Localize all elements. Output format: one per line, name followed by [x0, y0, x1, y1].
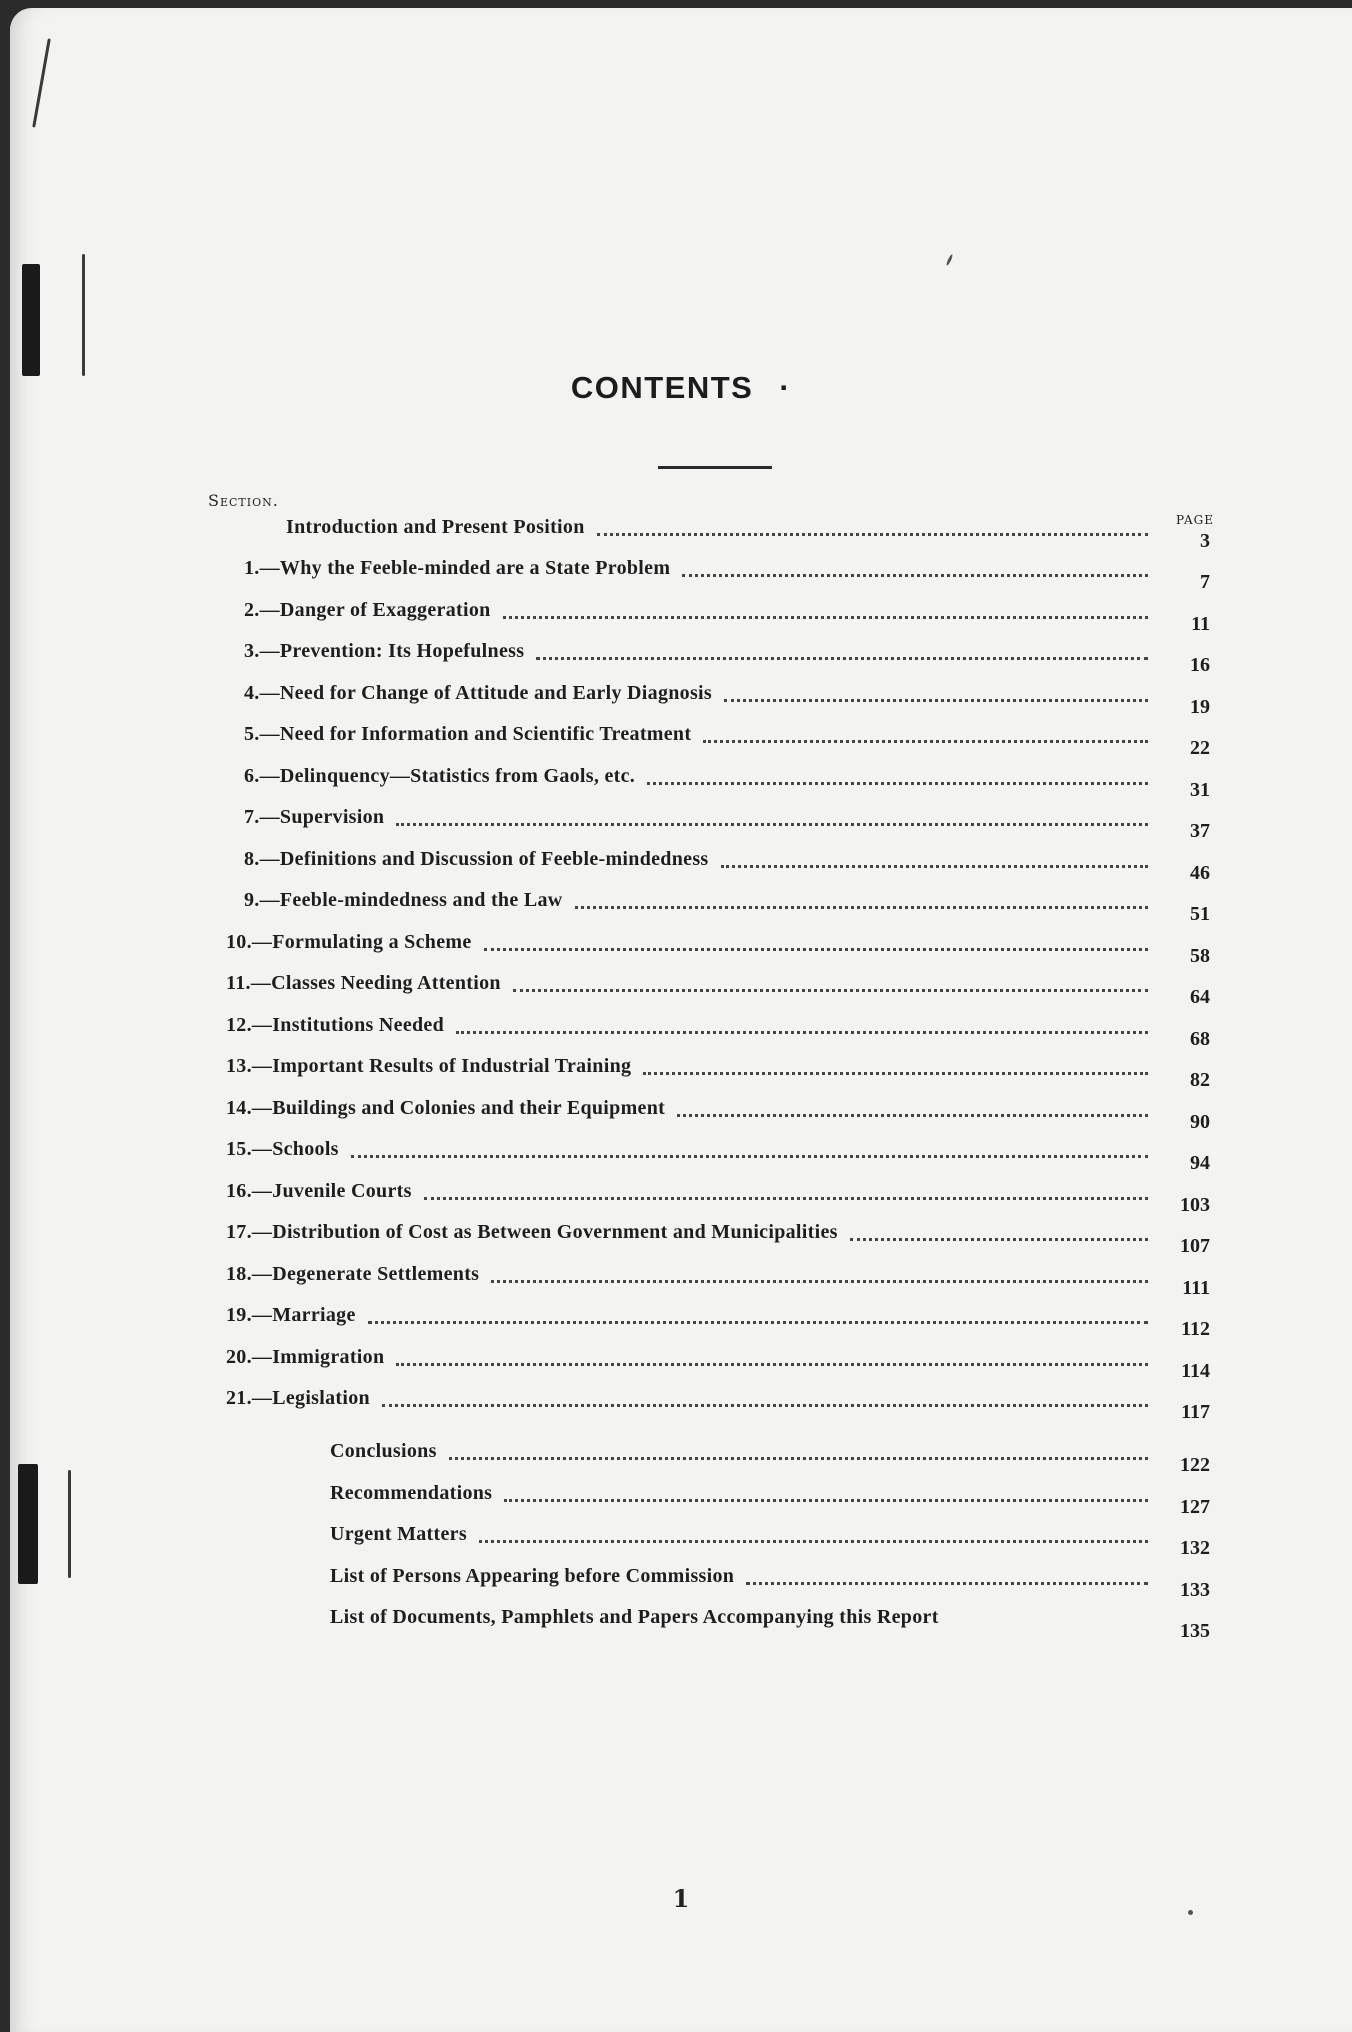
toc-entry-page: 133 [1180, 1579, 1210, 1601]
document-page [10, 8, 1352, 2032]
toc-entry-label: 14.—Buildings and Colonies and their Equipment [226, 1097, 666, 1119]
dot-leader [597, 519, 1148, 536]
page-number: 1 [672, 1884, 690, 1913]
toc-entry-page: 117 [1181, 1401, 1210, 1423]
toc-entry [244, 723, 1210, 759]
dot-leader [351, 1141, 1148, 1158]
toc-entry-page: 58 [1190, 945, 1210, 967]
dot-leader [504, 1485, 1148, 1502]
page-column-header: PAGE [1176, 513, 1214, 527]
toc-entry-page: 3 [1200, 530, 1210, 552]
toc-entry-page: 111 [1182, 1277, 1210, 1299]
dot-leader [396, 1349, 1148, 1366]
dot-leader [721, 851, 1149, 868]
toc-entry [330, 1606, 1210, 1642]
toc-entry-page: 90 [1190, 1111, 1210, 1133]
toc-entry [330, 1565, 1210, 1601]
toc-entry [330, 1482, 1210, 1518]
toc-entry-page: 19 [1190, 696, 1210, 718]
toc-entry-label: 4.—Need for Change of Attitude and Early Diagnosis [244, 682, 712, 704]
toc-entry-label: 2.—Danger of Exaggeration [244, 599, 491, 621]
dot-leader [396, 809, 1148, 826]
toc-entry-label: 11.—Classes Needing Attention [226, 972, 501, 994]
toc-entry-page: 122 [1180, 1454, 1210, 1476]
toc-entry [286, 516, 1210, 552]
dot-leader [850, 1224, 1148, 1241]
toc-entry-label: 16.—Juvenile Courts [226, 1180, 412, 1202]
toc-entry-label: 17.—Distribution of Cost as Between Government and Municipalities [226, 1221, 838, 1243]
toc-entry-page: 51 [1190, 903, 1210, 925]
dot-leader [424, 1183, 1148, 1200]
toc-entry-page: 107 [1180, 1235, 1210, 1257]
toc-entry-label: 19.—Marriage [226, 1304, 356, 1326]
toc-entry-page: 94 [1190, 1152, 1210, 1174]
dot-leader [682, 560, 1148, 577]
toc-entry [244, 640, 1210, 676]
dot-leader [456, 1017, 1148, 1034]
toc-entry-label: Urgent Matters [330, 1523, 467, 1545]
toc-entry [226, 1387, 1210, 1423]
toc-entry [226, 931, 1210, 967]
title-mark: · [779, 370, 792, 405]
toc-entry-page: 31 [1190, 779, 1210, 801]
dot-leader [724, 685, 1148, 702]
dot-leader [503, 602, 1148, 619]
toc-entry-page: 7 [1200, 571, 1210, 593]
toc-entry [226, 1346, 1210, 1382]
toc-entry-page: 46 [1190, 862, 1210, 884]
dot-leader [536, 643, 1148, 660]
dot-leader [647, 768, 1148, 785]
dot-leader [575, 892, 1148, 909]
toc-entry-label: Conclusions [330, 1440, 437, 1462]
dot-leader [491, 1266, 1148, 1283]
table-of-contents [10, 8, 1352, 2032]
toc-entry-label: 10.—Formulating a Scheme [226, 931, 472, 953]
dot-leader [479, 1526, 1148, 1543]
toc-entry-label: 9.—Feeble-mindedness and the Law [244, 889, 563, 911]
toc-entry-page: 68 [1190, 1028, 1210, 1050]
dot-leader [677, 1100, 1148, 1117]
toc-entry [226, 1263, 1210, 1299]
toc-entry-label: 12.—Institutions Needed [226, 1014, 445, 1036]
dot-leader [643, 1058, 1148, 1075]
toc-entry-page: 114 [1181, 1360, 1210, 1382]
toc-entry-page: 82 [1190, 1069, 1210, 1091]
toc-entry [244, 682, 1210, 718]
dot-leader [484, 934, 1148, 951]
toc-entry [244, 765, 1210, 801]
toc-entry [226, 1304, 1210, 1340]
toc-entry-label: 21.—Legislation [226, 1387, 370, 1409]
toc-entry-label: 15.—Schools [226, 1138, 339, 1160]
toc-entry [226, 1138, 1210, 1174]
toc-entry-page: 127 [1180, 1496, 1210, 1518]
dot-leader [449, 1443, 1148, 1460]
section-column-header: Section. [208, 491, 279, 510]
toc-entry-page: 22 [1190, 737, 1210, 759]
toc-entry-label: List of Documents, Pamphlets and Papers Accompanying this Report [330, 1606, 939, 1628]
toc-entry [226, 1221, 1210, 1257]
toc-entry-label: 6.—Delinquency—Statistics from Gaols, etc. [244, 765, 636, 787]
toc-entry-page: 37 [1190, 820, 1210, 842]
toc-entry-label: 13.—Important Results of Industrial Training [226, 1055, 632, 1077]
dot-leader [368, 1307, 1148, 1324]
dot-leader [513, 975, 1148, 992]
toc-entry-page: 64 [1190, 986, 1210, 1008]
toc-entry-label: 20.—Immigration [226, 1346, 385, 1368]
toc-entry [226, 1014, 1210, 1050]
title-text: CONTENTS [570, 370, 754, 405]
toc-entry [226, 1055, 1210, 1091]
toc-entry-page: 16 [1190, 654, 1210, 676]
toc-entry-label: 3.—Prevention: Its Hopefulness [244, 640, 525, 662]
toc-entry-label: 5.—Need for Information and Scientific Treatment [244, 723, 692, 745]
toc-entry [244, 599, 1210, 635]
toc-entry [244, 806, 1210, 842]
toc-entry [244, 557, 1210, 593]
toc-entry-label: 7.—Supervision [244, 806, 385, 828]
toc-entry-label: 18.—Degenerate Settlements [226, 1263, 480, 1285]
toc-entry [330, 1440, 1210, 1476]
toc-entry-label: List of Persons Appearing before Commission [330, 1565, 735, 1587]
toc-entry-label: 1.—Why the Feeble-minded are a State Problem [244, 557, 671, 579]
toc-entry [244, 889, 1210, 925]
dot-leader [703, 726, 1148, 743]
toc-entry-label: 8.—Definitions and Discussion of Feeble-mindedness [244, 848, 709, 870]
toc-entry [330, 1523, 1210, 1559]
toc-entry [226, 972, 1210, 1008]
toc-entry [244, 848, 1210, 884]
toc-entry-label: Recommendations [330, 1482, 493, 1504]
toc-entry [226, 1097, 1210, 1133]
toc-entry-page: 112 [1181, 1318, 1210, 1340]
dot-leader [746, 1568, 1148, 1585]
toc-entry [226, 1180, 1210, 1216]
toc-entry-page: 11 [1191, 613, 1210, 635]
toc-entry-page: 132 [1180, 1537, 1210, 1559]
toc-entry-label: Introduction and Present Position [286, 516, 585, 538]
toc-entry-page: 103 [1180, 1194, 1210, 1216]
dot-leader [382, 1390, 1148, 1407]
toc-entry-page: 135 [1180, 1620, 1210, 1642]
